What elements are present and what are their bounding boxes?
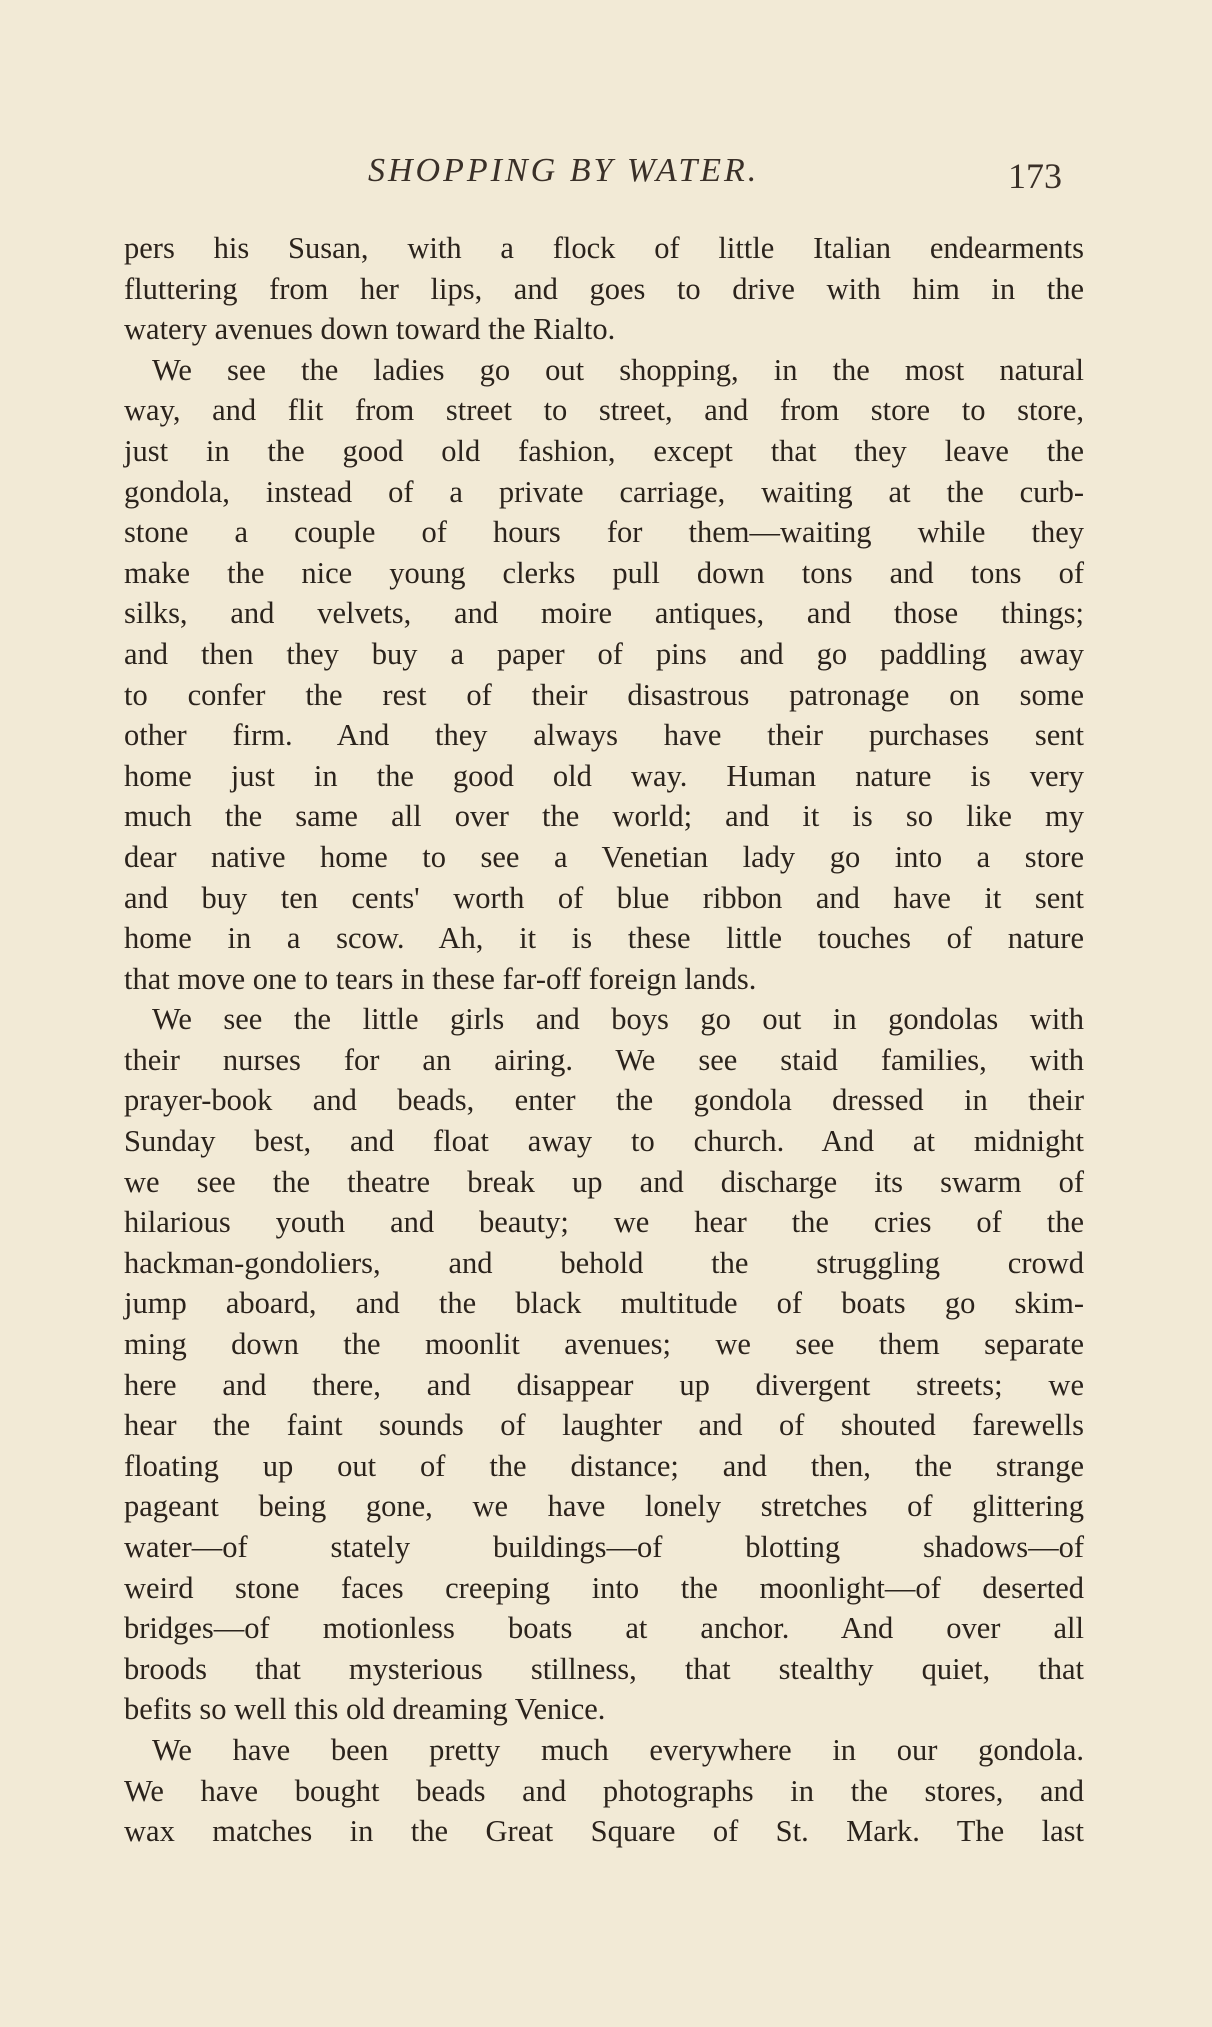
text-line: home just in the good old way. Human nature is very [124,758,1084,793]
text-line: pers his Susan, with a flock of little Italian endearments [124,231,1084,265]
text-line: that move one to tears in these far-off foreign lands. [124,961,757,996]
text-line: wax matches in the Great Square of St. Mark. The last [124,1814,1084,1849]
running-title: SHOPPING BY WATER. [368,152,760,189]
text-line: ming down the moonlit avenues; we see them separate [124,1327,1084,1362]
text-line: and buy ten cents' worth of blue ribbon and have it sent [124,880,1084,915]
text-line: gondola, instead of a private carriage, waiting at the curb- [124,474,1084,509]
text-line: jump aboard, and the black multitude of boats go skim- [124,1286,1084,1321]
text-line: hilarious youth and beauty; we hear the cries of the [124,1205,1084,1240]
text-line: Sunday best, and float away to church. And at midnight [124,1124,1084,1159]
text-line: home in a scow. Ah, it is these little touches of nature [124,921,1084,956]
text-line: floating up out of the distance; and then, the strange [124,1448,1084,1483]
text-line: silks, and velvets, and moire antiques, and those things; [124,596,1084,631]
text-line: their nurses for an airing. We see staid families, with [124,1042,1084,1077]
text-line: we see the theatre break up and discharge its swarm of [124,1164,1084,1199]
text-line: pageant being gone, we have lonely stretches of glittering [124,1489,1084,1524]
text-line: fluttering from her lips, and goes to drive with him in the [124,271,1084,306]
text-line: prayer-book and beads, enter the gondola dressed in their [124,1083,1084,1118]
text-line: here and there, and disappear up divergent streets; we [124,1367,1084,1402]
text-line: just in the good old fashion, except that they leave the [124,433,1084,468]
text-line: befits so well this old dreaming Venice. [124,1692,606,1727]
text-line: stone a couple of hours for them—waiting while they [124,515,1084,550]
text-line: weird stone faces creeping into the moonlight—of deserted [124,1570,1084,1605]
text-line: way, and flit from street to street, and from store to store, [124,393,1084,428]
text-line: watery avenues down toward the Rialto. [124,312,616,347]
text-line: We have bought beads and photographs in the stores, and [124,1773,1084,1808]
text-line: water—of stately buildings—of blotting shadows—of [124,1530,1084,1564]
text-line: other firm. And they always have their purchases sent [124,718,1084,753]
text-line: hackman-gondoliers, and behold the struggling crowd [124,1245,1084,1280]
text-line: We see the ladies go out shopping, in the most natural [152,352,1084,387]
text-line: dear native home to see a Venetian lady go into a store [124,839,1084,874]
text-line: make the nice young clerks pull down tons and tons of [124,555,1084,590]
text-line: bridges—of motionless boats at anchor. And over all [124,1611,1084,1646]
body-text [124,228,1084,1852]
text-line: and then they buy a paper of pins and go paddling away [124,636,1084,671]
text-line: much the same all over the world; and it is so like my [124,799,1084,834]
text-line: to confer the rest of their disastrous patronage on some [124,677,1084,712]
text-line: broods that mysterious stillness, that stealthy quiet, that [124,1651,1084,1686]
page-number: 173 [1008,156,1062,196]
text-line: We have been pretty much everywhere in our gondola. [152,1732,1084,1767]
text-line: hear the faint sounds of laughter and of shouted farewells [124,1408,1084,1443]
text-line: We see the little girls and boys go out in gondolas with [152,1002,1084,1037]
